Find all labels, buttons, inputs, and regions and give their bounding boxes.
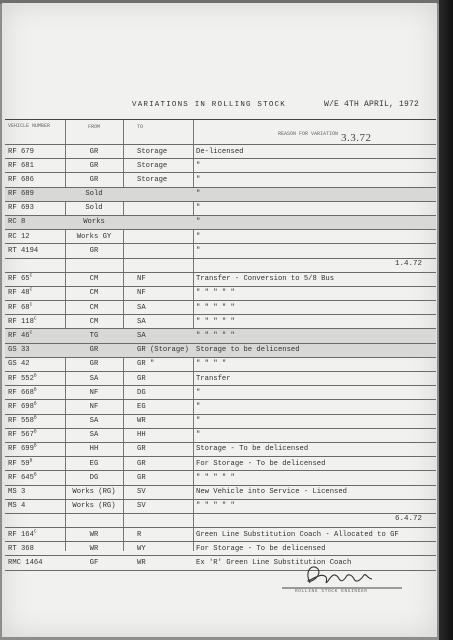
variation-reason-text: New Vehicle into Service - Licensed [196,488,347,496]
header-reason: REASON FOR VARIATION [278,131,339,137]
vehicle-number [8,559,66,567]
vehicle-number-text: RT 368 [8,544,34,553]
vehicle-number-text: RF 699 [8,445,34,454]
table-row [5,244,436,258]
from-location [68,545,120,553]
from-location [68,275,120,283]
to-location-text: DG [137,388,146,397]
signature-caption: ROLLING STOCK ENGINEER [295,589,368,594]
vehicle-number [8,417,66,425]
from-location [68,403,120,411]
table-row [5,486,436,500]
to-location-text: SA [137,303,146,312]
from-location [68,502,120,510]
to-location-text: GR " [137,360,155,369]
variation-reason [196,346,434,354]
photo-background-dark [439,0,453,640]
table-row [5,471,436,485]
variation-reason-text: Storage - To be delicensed [196,445,309,454]
vehicle-class-suffix: B [33,444,37,450]
table-row [5,287,436,301]
variation-reason [196,304,434,312]
variation-reason-text: " [196,388,201,397]
vehicle-number-text: RF 679 [8,147,34,156]
from-location [68,332,120,340]
from-location [68,445,120,453]
from-location-text: GR [89,346,99,355]
to-location [137,531,193,539]
table-row [5,329,436,343]
table-row [5,145,436,159]
table-row [5,542,436,556]
variation-reason-text: Ex 'R' Green Line Substitution Coach [196,558,352,567]
table-row [5,173,436,187]
vehicle-number [8,460,66,468]
vehicle-number [8,275,66,283]
vehicle-number-text: RF 48 [8,289,30,298]
vehicle-class-suffix: C [29,302,33,308]
variation-reason-text: " " " " " [196,289,235,298]
variation-reason [196,460,434,468]
vehicle-number [8,445,66,453]
variation-reason [196,545,434,553]
vehicle-number-text: RF 65 [8,275,30,284]
variation-reason [196,502,434,510]
vehicle-number [8,332,66,340]
vehicle-class-suffix: B [33,401,37,407]
from-location [68,559,120,567]
to-location [137,559,193,567]
variation-reason [196,531,434,539]
from-location-text: Works (RG) [72,488,116,496]
vehicle-number [8,176,66,184]
to-location [137,346,193,354]
from-location-text: SA [89,374,99,383]
to-location [137,403,193,411]
from-location-text: GR [89,161,99,170]
vehicle-number-text: GS 33 [8,346,30,355]
table-row [5,273,436,287]
to-location [137,162,193,170]
variation-reason [196,148,434,156]
table-row [5,230,436,244]
variation-reason [196,445,434,453]
week-ending-date: W/E 4TH APRIL, 1972 [324,100,420,109]
vehicle-number-text: RF 59 [8,459,30,468]
vehicle-class-suffix: B [33,429,37,435]
variation-reason-text: " [196,431,201,440]
table-row [5,344,436,358]
from-location [68,531,120,539]
to-location-text: GR [137,459,146,468]
to-location-text: Storage [137,161,168,170]
variation-reason [196,360,434,368]
vehicle-number [8,502,66,510]
variation-reason-text: " " " " " [196,303,235,312]
from-location [68,360,120,368]
from-location [68,289,120,297]
variation-reason [196,417,434,425]
to-location [137,545,193,553]
vehicle-class-suffix: C [29,273,33,279]
vehicle-number-text: RF 693 [8,204,34,213]
date-separator-row [5,514,436,528]
from-location [68,346,120,354]
from-location [68,148,120,156]
from-location [68,488,120,496]
from-location [68,162,120,170]
from-location-text: CM [89,289,99,298]
from-location-text: SA [89,417,99,426]
variation-reason-text: " " " " " [196,473,235,482]
variation-reason [196,488,434,496]
vehicle-number-text: RF 645 [8,473,34,482]
variation-reason-text: " " " " " [196,502,235,511]
to-location [137,304,193,312]
vehicle-number-text: RC 8 [8,218,26,227]
vehicle-number [8,233,66,241]
from-location-text: GR [89,246,99,255]
to-location-text: Storage [137,175,168,184]
to-location-text: Storage [137,147,168,156]
table-row [5,372,436,386]
table-row [5,500,436,514]
to-location [137,148,193,156]
from-location-text: CM [89,275,99,284]
document-page [2,3,437,637]
from-location-text: Works (RG) [72,502,116,511]
table-row [5,457,436,471]
vehicle-class-suffix: B [29,458,33,464]
variation-reason [196,176,434,184]
variation-reason [196,318,434,326]
from-location-text: Works GY [76,232,112,241]
variation-reason [196,275,434,283]
variation-reason-text: Green Line Substitution Coach - Allocated to GF [196,530,399,539]
to-location-text: SA [137,331,146,340]
to-location-text: GR (Storage) [137,346,189,355]
variation-reason-text: " [196,190,201,199]
variation-reason-text: For Storage - To be delicensed [196,544,326,553]
vehicle-number [8,545,66,553]
to-location [137,375,193,383]
to-location [137,445,193,453]
vehicle-number-text: RF 689 [8,190,34,199]
vehicle-number [8,289,66,297]
to-location-text: HH [137,431,146,440]
variation-reason-text: De-licensed [196,147,244,156]
variation-reason [196,375,434,383]
vehicle-number-text: RF 164 [8,530,34,539]
vehicle-number-text: RF 46 [8,331,30,340]
vehicle-number [8,318,66,326]
signature [282,561,402,591]
to-location [137,275,193,283]
vehicle-number-text: RF 698 [8,402,34,411]
vehicle-number-text: RC 12 [8,232,30,241]
to-location-text: SA [137,317,146,326]
to-location-text: WR [137,558,146,567]
from-location [68,204,120,212]
to-location [137,389,193,397]
vehicle-number-text: RF 558 [8,417,34,426]
vehicle-number [8,304,66,312]
vehicle-number [8,218,66,226]
vehicle-number-text: MS 4 [8,502,26,511]
handwritten-date: 3.3.72 [341,132,372,144]
to-location [137,332,193,340]
vehicle-number-text: RF 118 [8,317,34,326]
from-location [68,218,120,226]
from-location [68,460,120,468]
variation-reason [196,431,434,439]
variation-reason [196,190,434,198]
to-location-text: EG [137,402,146,411]
to-location-text: NF [137,289,146,298]
date-separator-row [5,259,436,273]
header-to: TO [137,124,144,130]
to-location [137,502,193,510]
from-location-text: CM [89,317,99,326]
rolling-stock-table [5,119,436,571]
table-row [5,429,436,443]
to-location-text: SV [137,488,146,496]
to-location [137,176,193,184]
from-location [68,389,120,397]
to-location [137,417,193,425]
variation-reason-text: " [196,417,201,426]
section-date: 6.4.72 [394,514,422,523]
variation-reason [196,247,434,255]
vehicle-number-text: GS 42 [8,360,30,369]
from-location-text: GF [89,558,99,567]
from-location [68,474,120,482]
variation-reason-text: " [196,161,201,170]
variation-reason-text: For Storage - To be delicensed [196,459,326,468]
table-row [5,216,436,230]
vehicle-number-text: RF 681 [8,161,34,170]
from-location-text: Works [83,218,105,227]
variation-reason [196,218,434,226]
vehicle-class-suffix: B [33,415,37,421]
to-location [137,289,193,297]
vehicle-number-text: RMC 1464 [8,558,43,567]
variation-reason [196,332,434,340]
to-location-text: WY [137,544,146,553]
variation-reason-text: " [196,175,201,184]
to-location [137,318,193,326]
vehicle-class-suffix: C [33,529,37,535]
from-location-text: Sold [85,190,103,199]
vehicle-number [8,389,66,397]
from-location [68,304,120,312]
from-location-text: TG [89,331,99,340]
vehicle-number [8,488,66,496]
variation-reason-text: " [196,218,201,227]
vehicle-number-text: RF 686 [8,175,34,184]
to-location-text: R [137,530,142,539]
variation-reason-text: " [196,402,201,411]
to-location [137,488,193,496]
variation-reason-text: " [196,232,201,241]
variation-reason [196,403,434,411]
vehicle-number-text: RF 668 [8,388,34,397]
from-location-text: WR [89,544,99,553]
from-location [68,176,120,184]
vehicle-number [8,531,66,539]
vehicle-number-text: RF 552 [8,374,34,383]
vehicle-class-suffix: B [33,387,37,393]
vehicle-class-suffix: B [33,373,37,379]
table-row [5,188,436,202]
vehicle-class-suffix: C [29,330,33,336]
to-location-text: GR [137,374,146,383]
vehicle-number [8,190,66,198]
from-location-text: EG [89,459,99,468]
table-row [5,400,436,414]
vehicle-class-suffix: C [33,316,37,322]
to-location-text: SV [137,502,146,511]
variation-reason-text: " " " " " [196,317,235,326]
variation-reason-text: Transfer - Conversion to 5/8 Bus [196,275,335,284]
table-row [5,386,436,400]
vehicle-number-text: RT 4194 [8,246,39,255]
from-location-text: GR [89,175,99,184]
table-header [5,120,436,145]
vehicle-number [8,403,66,411]
vehicle-number [8,474,66,482]
variation-reason [196,389,434,397]
variation-reason [196,233,434,241]
from-location [68,375,120,383]
vehicle-number-text: MS 3 [8,488,26,496]
table-row [5,202,436,216]
from-location-text: CM [89,303,99,312]
header-from: FROM [87,124,100,130]
vehicle-number-text: RF 567 [8,431,34,440]
from-location [68,190,120,198]
variation-reason [196,474,434,482]
to-location-text: GR [137,473,146,482]
variation-reason-text: Transfer [196,374,231,383]
from-location-text: GR [89,360,99,369]
from-location-text: NF [89,402,99,411]
to-location-text: WR [137,417,146,426]
from-location [68,417,120,425]
vehicle-class-suffix: B [33,472,37,478]
variation-reason-text: Storage to be delicensed [196,346,300,355]
from-location-text: NF [89,388,99,397]
table-row [5,528,436,542]
to-location-text: NF [137,275,146,284]
vehicle-number [8,360,66,368]
vehicle-class-suffix: C [29,287,33,293]
table-row [5,301,436,315]
table-row [5,159,436,173]
to-location [137,460,193,468]
vehicle-number [8,162,66,170]
from-location-text: SA [89,431,99,440]
vehicle-number [8,148,66,156]
from-location-text: WR [89,530,99,539]
table-row [5,315,436,329]
section-date: 1.4.72 [394,259,422,268]
header-stock: VEHICLE NUMBER [8,123,51,129]
to-location-text: GR [137,445,146,454]
variation-reason [196,289,434,297]
vehicle-number [8,346,66,354]
vehicle-number [8,204,66,212]
from-location-text: Sold [85,204,103,213]
title-row [132,99,432,113]
from-location-text: GR [89,147,99,156]
document-title: VARIATIONS IN ROLLING STOCK [132,101,286,109]
variation-reason [196,162,434,170]
variation-reason-text: " [196,204,201,213]
vehicle-number-text: RF 68 [8,303,30,312]
to-location [137,474,193,482]
variation-reason-text: " " " " " [196,331,235,340]
variation-reason [196,204,434,212]
variation-reason-text: " " " " [196,360,227,369]
from-location-text: HH [89,445,99,454]
table-row [5,415,436,429]
from-location [68,318,120,326]
from-location [68,233,120,241]
from-location [68,431,120,439]
variation-reason-text: " [196,246,201,255]
table-row [5,358,436,372]
from-location-text: DG [89,473,99,482]
vehicle-number [8,375,66,383]
vehicle-number [8,247,66,255]
vehicle-number [8,431,66,439]
table-row [5,443,436,457]
from-location [68,247,120,255]
to-location [137,431,193,439]
to-location [137,360,193,368]
